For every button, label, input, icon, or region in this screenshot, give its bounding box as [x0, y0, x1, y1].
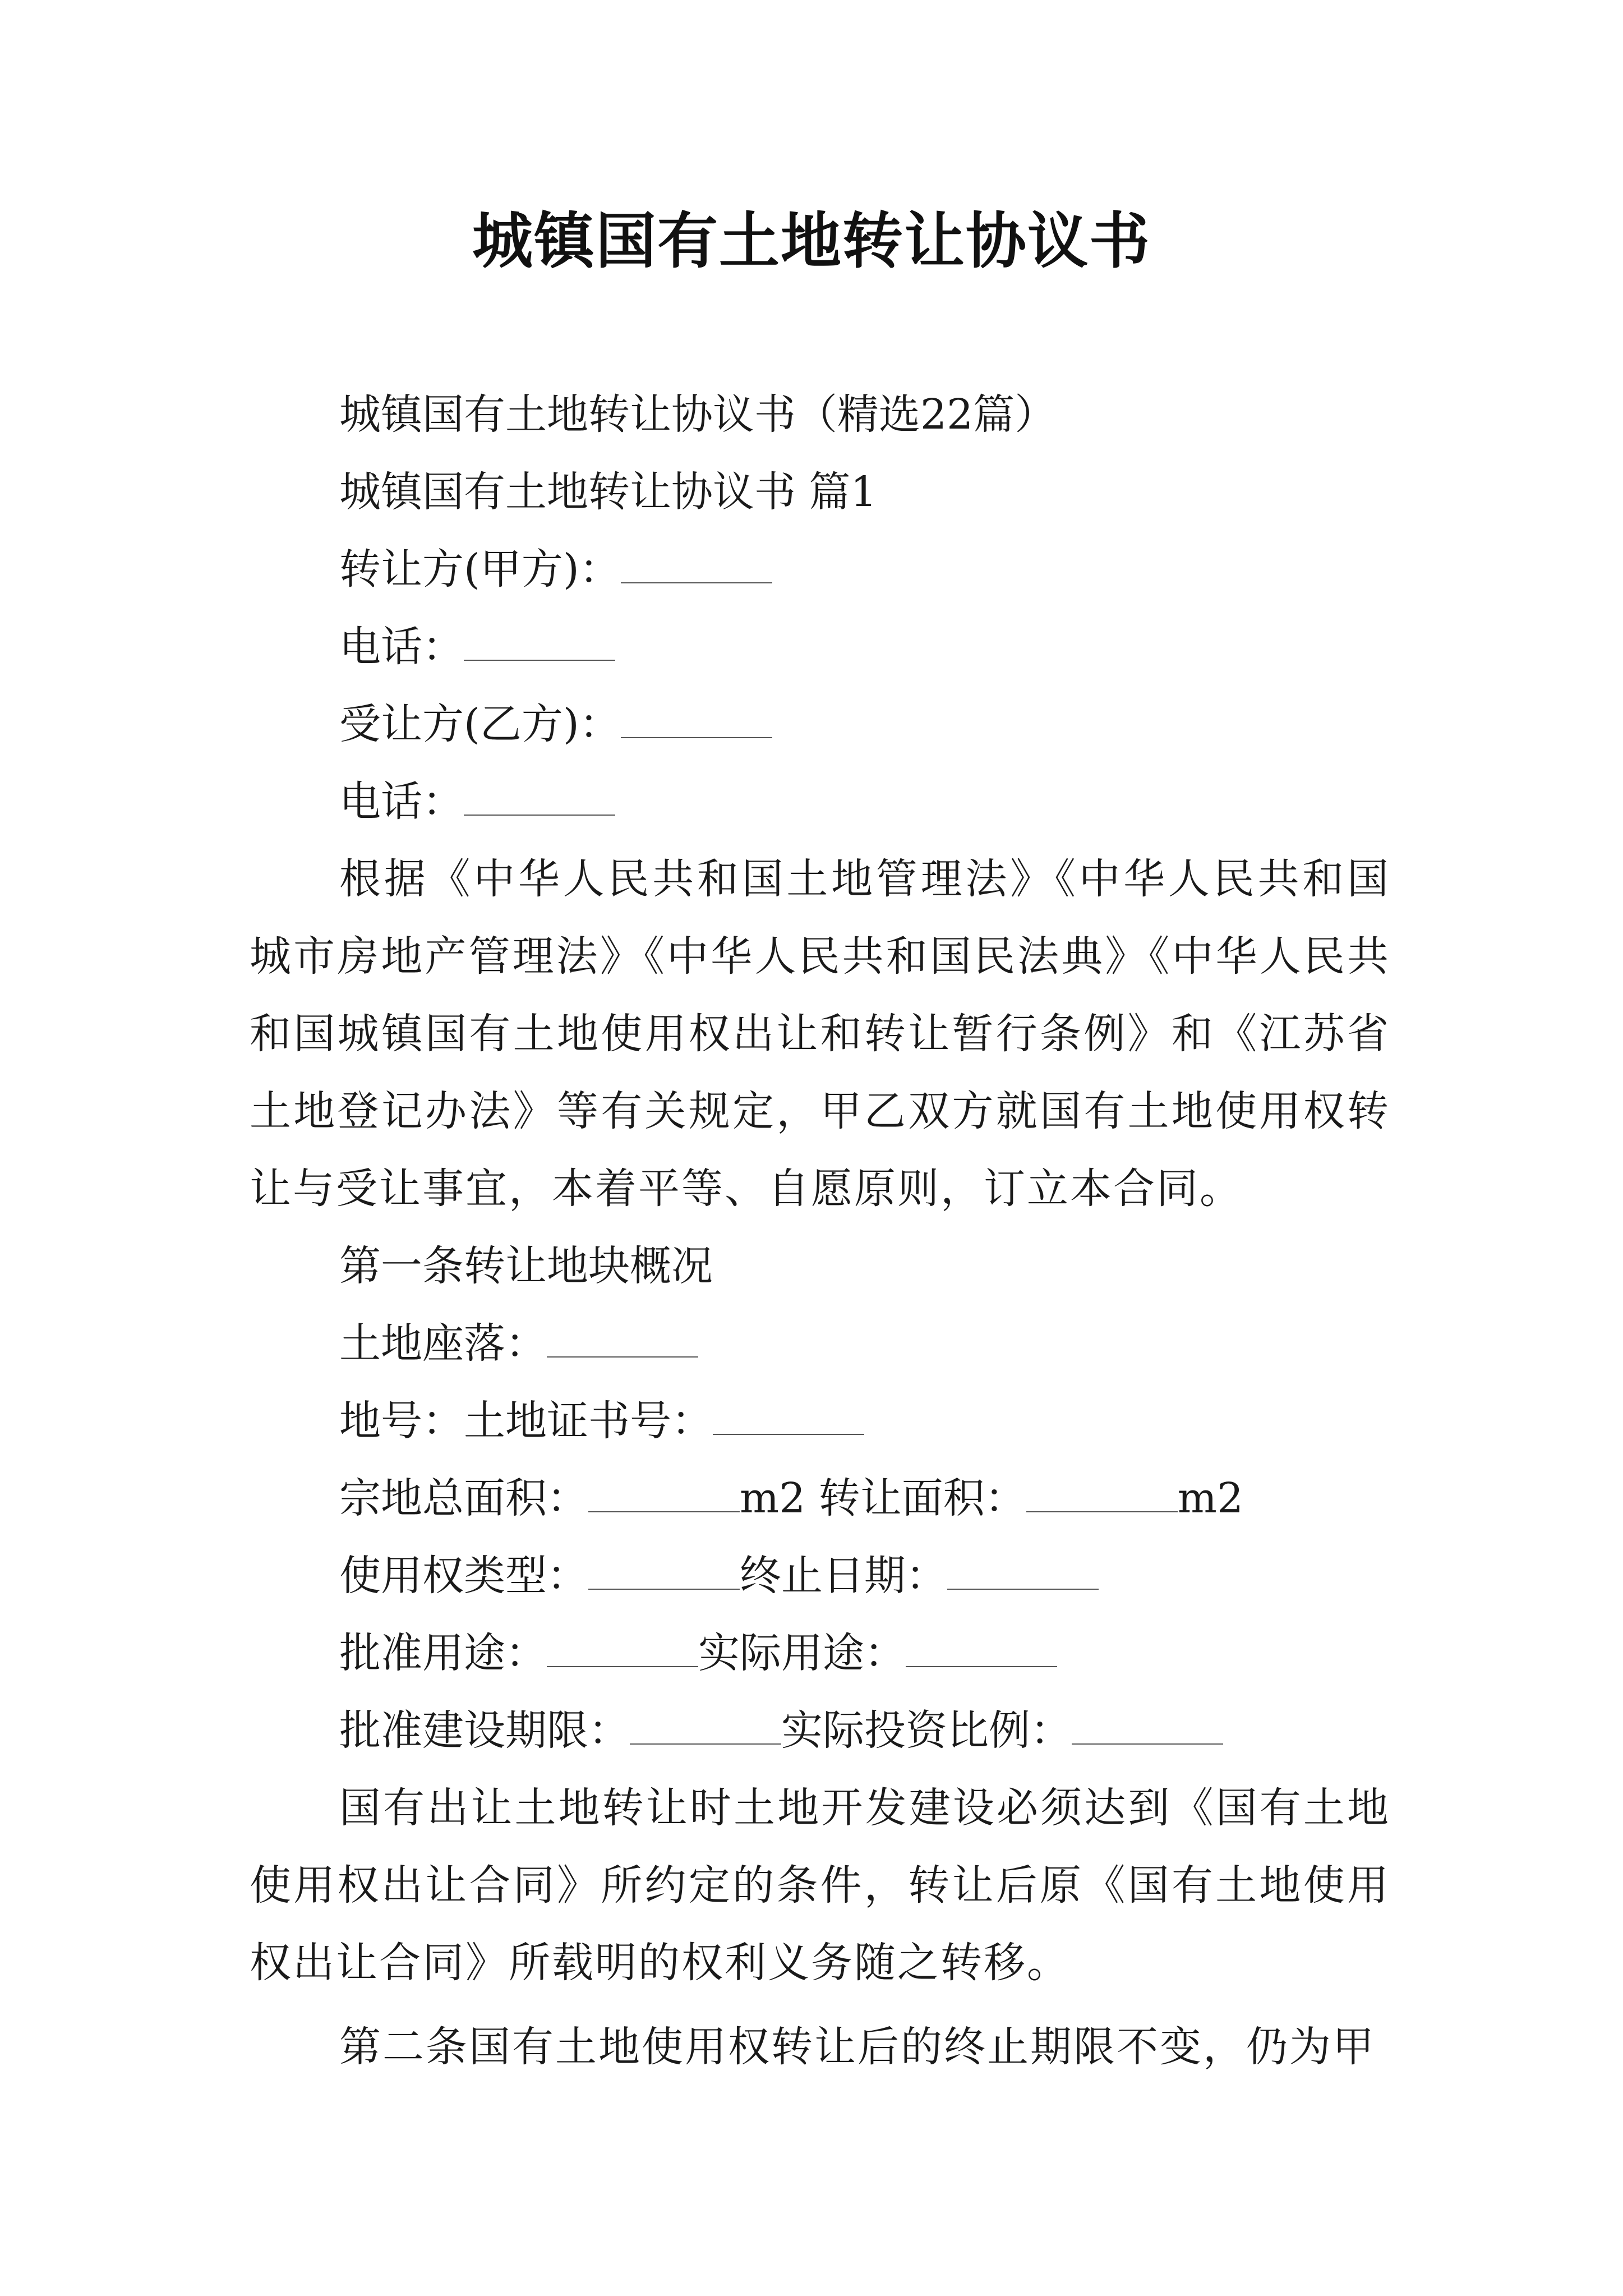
- phone-a-blank: [464, 626, 615, 661]
- investment-ratio-blank: [1072, 1710, 1223, 1745]
- area-unit-2: m2: [1177, 1474, 1244, 1522]
- article-heading: 城镇国有土地转让协议书 篇1: [339, 468, 877, 516]
- approved-period-blank: [630, 1710, 781, 1745]
- land-location-label: 土地座落：: [339, 1319, 547, 1368]
- area-unit-1: m2: [740, 1474, 806, 1522]
- section1-heading: 第一条转让地块概况: [339, 1242, 713, 1290]
- investment-ratio-label: 实际投资比例：: [781, 1706, 1072, 1755]
- document-title: 城镇国有土地转让协议书: [472, 206, 1151, 277]
- transfer-area-label: 转让面积：: [818, 1474, 1026, 1522]
- parcel-no-line: [250, 1382, 1390, 1460]
- party-b-line: [250, 685, 1390, 763]
- parcel-no-label: 地号：土地证书号：: [339, 1397, 713, 1445]
- right-type-line: [250, 1537, 1390, 1614]
- phone-b-line: [250, 763, 1390, 840]
- land-location-blank: [547, 1323, 698, 1358]
- end-date-label: 终止日期：: [740, 1552, 947, 1600]
- use-line: [250, 1614, 1390, 1692]
- condition-paragraph: 国有出让土地转让时土地开发建设必须达到《国有土地使用权出让合同》所约定的条件，转让后原《国有土地使用权出让合同》所载明的权利义务随之转移。: [250, 1784, 1390, 1987]
- period-line: [250, 1692, 1390, 1769]
- approved-period-label: 批准建设期限：: [339, 1706, 630, 1755]
- land-location-line: [250, 1305, 1390, 1382]
- subtitle-line: 城镇国有土地转让协议书（精选22篇）: [339, 390, 1057, 439]
- party-a-blank: [621, 549, 772, 583]
- transfer-area-blank: [1026, 1478, 1178, 1512]
- end-date-blank: [947, 1555, 1099, 1590]
- approved-use-blank: [547, 1632, 698, 1667]
- party-b-blank: [621, 703, 772, 738]
- phone-a-line: [250, 608, 1390, 685]
- phone-b-label: 电话：: [339, 777, 464, 826]
- right-type-label: 使用权类型：: [339, 1552, 588, 1600]
- actual-use-blank: [906, 1632, 1057, 1667]
- document-body: [250, 376, 1390, 2086]
- party-b-label: 受让方(乙方)：: [339, 700, 621, 748]
- approved-use-label: 批准用途：: [339, 1629, 547, 1677]
- phone-b-blank: [464, 781, 615, 816]
- actual-use-label: 实际用途：: [698, 1629, 906, 1677]
- total-area-blank: [588, 1478, 740, 1512]
- party-a-line: [250, 531, 1390, 608]
- area-line: [250, 1460, 1390, 1537]
- phone-a-label: 电话：: [339, 623, 464, 671]
- party-a-label: 转让方(甲方)：: [339, 545, 621, 593]
- total-area-label: 宗地总面积：: [339, 1474, 588, 1522]
- intro-paragraph: 根据《中华人民共和国土地管理法》《中华人民共和国城市房地产管理法》《中华人民共和国民法典》《中华人民共和国城镇国有土地使用权出让和转让暂行条例》和《江苏省土地登记办法》等有关规定，甲乙双方就国有土地使用权转让与受让事宜，本着平等、自愿原则，订立本合同。: [250, 855, 1390, 1213]
- section2-paragraph: 第二条国有土地使用权转让后的终止期限不变，仍为甲: [339, 2023, 1376, 2071]
- right-type-blank: [588, 1555, 740, 1590]
- parcel-no-blank: [713, 1400, 864, 1435]
